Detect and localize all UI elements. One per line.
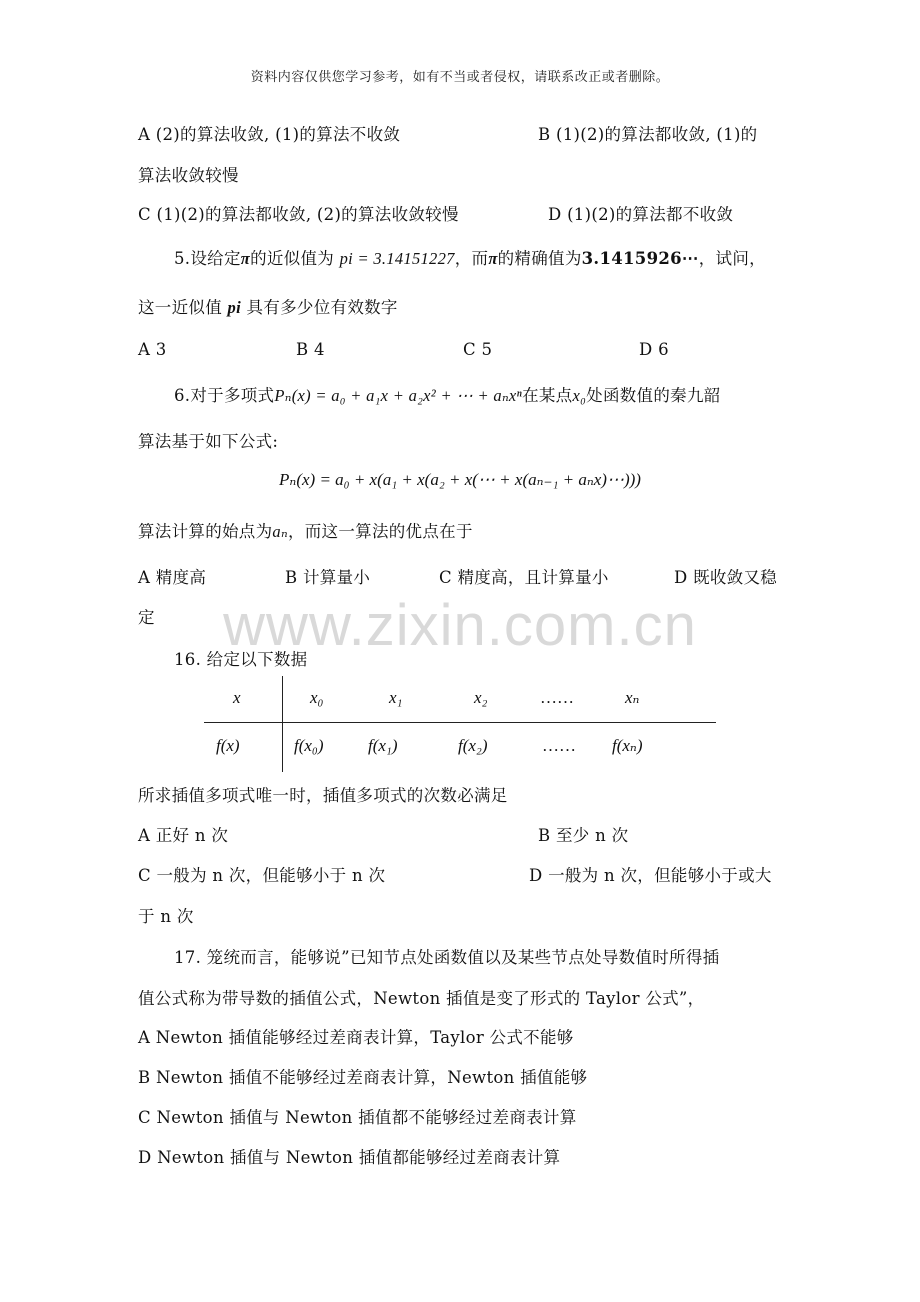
q6-text-b: 在某点 xyxy=(522,386,573,405)
table-cell-r2-c2: f(x₀) xyxy=(294,736,324,755)
q4-option-a: A (2)的算法收敛, (1)的算法不收敛 xyxy=(138,125,401,144)
q6-stem-line3 xyxy=(138,518,473,542)
table-cell-r1-c6: xₙ xyxy=(625,688,640,707)
table-horizontal-rule xyxy=(204,722,716,723)
q4-option-c: C (1)(2)的算法都收敛, (2)的算法收敛较慢 xyxy=(138,205,459,224)
q5-option-c: C 5 xyxy=(463,340,493,359)
q5-line2-a: 这一近似值 xyxy=(138,298,222,317)
q6-start-coefficient: aₙ xyxy=(272,522,288,541)
table-cell-r1-c5: …… xyxy=(540,688,574,707)
pi-symbol-2: π xyxy=(488,249,498,268)
q16-option-d-continued: 于 n 次 xyxy=(138,907,194,926)
q4-option-d: D (1)(2)的算法都不收敛 xyxy=(548,205,734,224)
q17-stem-line2: 值公式称为带导数的插值公式，Newton 插值是变了形式的 Taylor 公式”， xyxy=(138,989,705,1008)
q5-text-b: 的近似值为 xyxy=(250,249,335,268)
q5-stem-line2 xyxy=(138,294,398,318)
table-cell-r2-c5: …… xyxy=(542,736,576,755)
q5-text-a: 5.设给定 xyxy=(174,249,241,268)
q6-text-a: 6.对于多项式 xyxy=(174,386,275,405)
q6-line3-b: ，而这一算法的优点在于 xyxy=(287,522,473,541)
q6-option-a: A 精度高 xyxy=(138,568,207,587)
q17-option-c: C Newton 插值与 Newton 插值都不能够经过差商表计算 xyxy=(138,1108,577,1127)
table-cell-r1-c2: x₀ xyxy=(310,688,324,707)
q5-approx-value: pi = 3.14151227 xyxy=(339,249,455,268)
data-table xyxy=(204,676,716,772)
q6-option-c: C 精度高，且计算量小 xyxy=(439,568,609,587)
q5-text-e: ，试问， xyxy=(698,249,766,268)
q5-option-b: B 4 xyxy=(296,340,325,359)
q16-stem: 16. 给定以下数据 xyxy=(174,650,308,669)
q4-option-b: B (1)(2)的算法都收敛, (1)的 xyxy=(538,125,758,144)
q16-option-b: B 至少 n 次 xyxy=(538,826,629,845)
q6-text-c: 处函数值的秦九韶 xyxy=(586,386,721,405)
table-vertical-rule xyxy=(282,676,283,772)
q5-exact-value: 3.1415926⋯ xyxy=(581,249,699,268)
q16-option-a: A 正好 n 次 xyxy=(138,826,229,845)
q4-option-b-continued: 算法收敛较慢 xyxy=(138,166,239,185)
q5-option-a: A 3 xyxy=(138,340,167,359)
table-cell-r2-c1: f(x) xyxy=(216,736,240,755)
q16-option-c: C 一般为 n 次，但能够小于 n 次 xyxy=(138,866,386,885)
table-cell-r1-c4: x₂ xyxy=(474,688,488,707)
table-cell-r2-c4: f(x₂) xyxy=(458,736,488,755)
q6-option-d-continued: 定 xyxy=(138,608,155,627)
q5-pi-variable: pi xyxy=(227,298,241,317)
q6-stem-line2: 算法基于如下公式: xyxy=(138,432,279,451)
q5-stem-line1 xyxy=(174,245,766,269)
q16-option-d: D 一般为 n 次，但能够小于或大 xyxy=(529,866,772,885)
pi-symbol: π xyxy=(240,249,251,268)
horner-formula: Pₙ(x) = a₀ + x(a₁ + x(a₂ + x(⋯ + x(aₙ₋₁ + aₙx)⋯))) xyxy=(279,470,641,489)
q6-option-d: D 既收敛又稳 xyxy=(674,568,778,587)
q6-polynomial: Pₙ(x) = a₀ + a₁x + a₂x² + ⋯ + aₙxⁿ xyxy=(274,386,523,405)
table-cell-r2-c6: f(xₙ) xyxy=(612,736,643,755)
q6-option-b: B 计算量小 xyxy=(285,568,371,587)
q6-line3-a: 算法计算的始点为 xyxy=(138,522,273,541)
q16-question: 所求插值多项式唯一时，插值多项式的次数必满足 xyxy=(138,786,508,805)
table-cell-r1-c3: x₁ xyxy=(389,688,403,707)
q5-line2-b: 具有多少位有效数字 xyxy=(246,298,398,317)
q17-stem-line1: 17. 笼统而言，能够说”已知节点处函数值以及某些节点处导数值时所得插 xyxy=(174,948,720,967)
table-cell-r1-c1: x xyxy=(233,688,241,707)
q5-option-d: D 6 xyxy=(639,340,669,359)
q6-stem-line1 xyxy=(174,382,721,406)
page-header-notice: 资料内容仅供您学习参考，如有不当或者侵权，请联系改正或者删除。 xyxy=(250,70,670,85)
watermark: www.zixin.com.cn xyxy=(223,593,697,658)
table-cell-r2-c3: f(x₁) xyxy=(368,736,398,755)
q17-option-d: D Newton 插值与 Newton 插值都能够经过差商表计算 xyxy=(138,1148,561,1167)
q5-text-d: 的精确值为 xyxy=(497,249,582,268)
q5-text-c: ，而 xyxy=(454,249,489,268)
q17-option-b: B Newton 插值不能够经过差商表计算，Newton 插值能够 xyxy=(138,1068,588,1087)
q6-point: x₀ xyxy=(572,386,587,405)
q17-option-a: A Newton 插值能够经过差商表计算，Taylor 公式不能够 xyxy=(138,1028,574,1047)
